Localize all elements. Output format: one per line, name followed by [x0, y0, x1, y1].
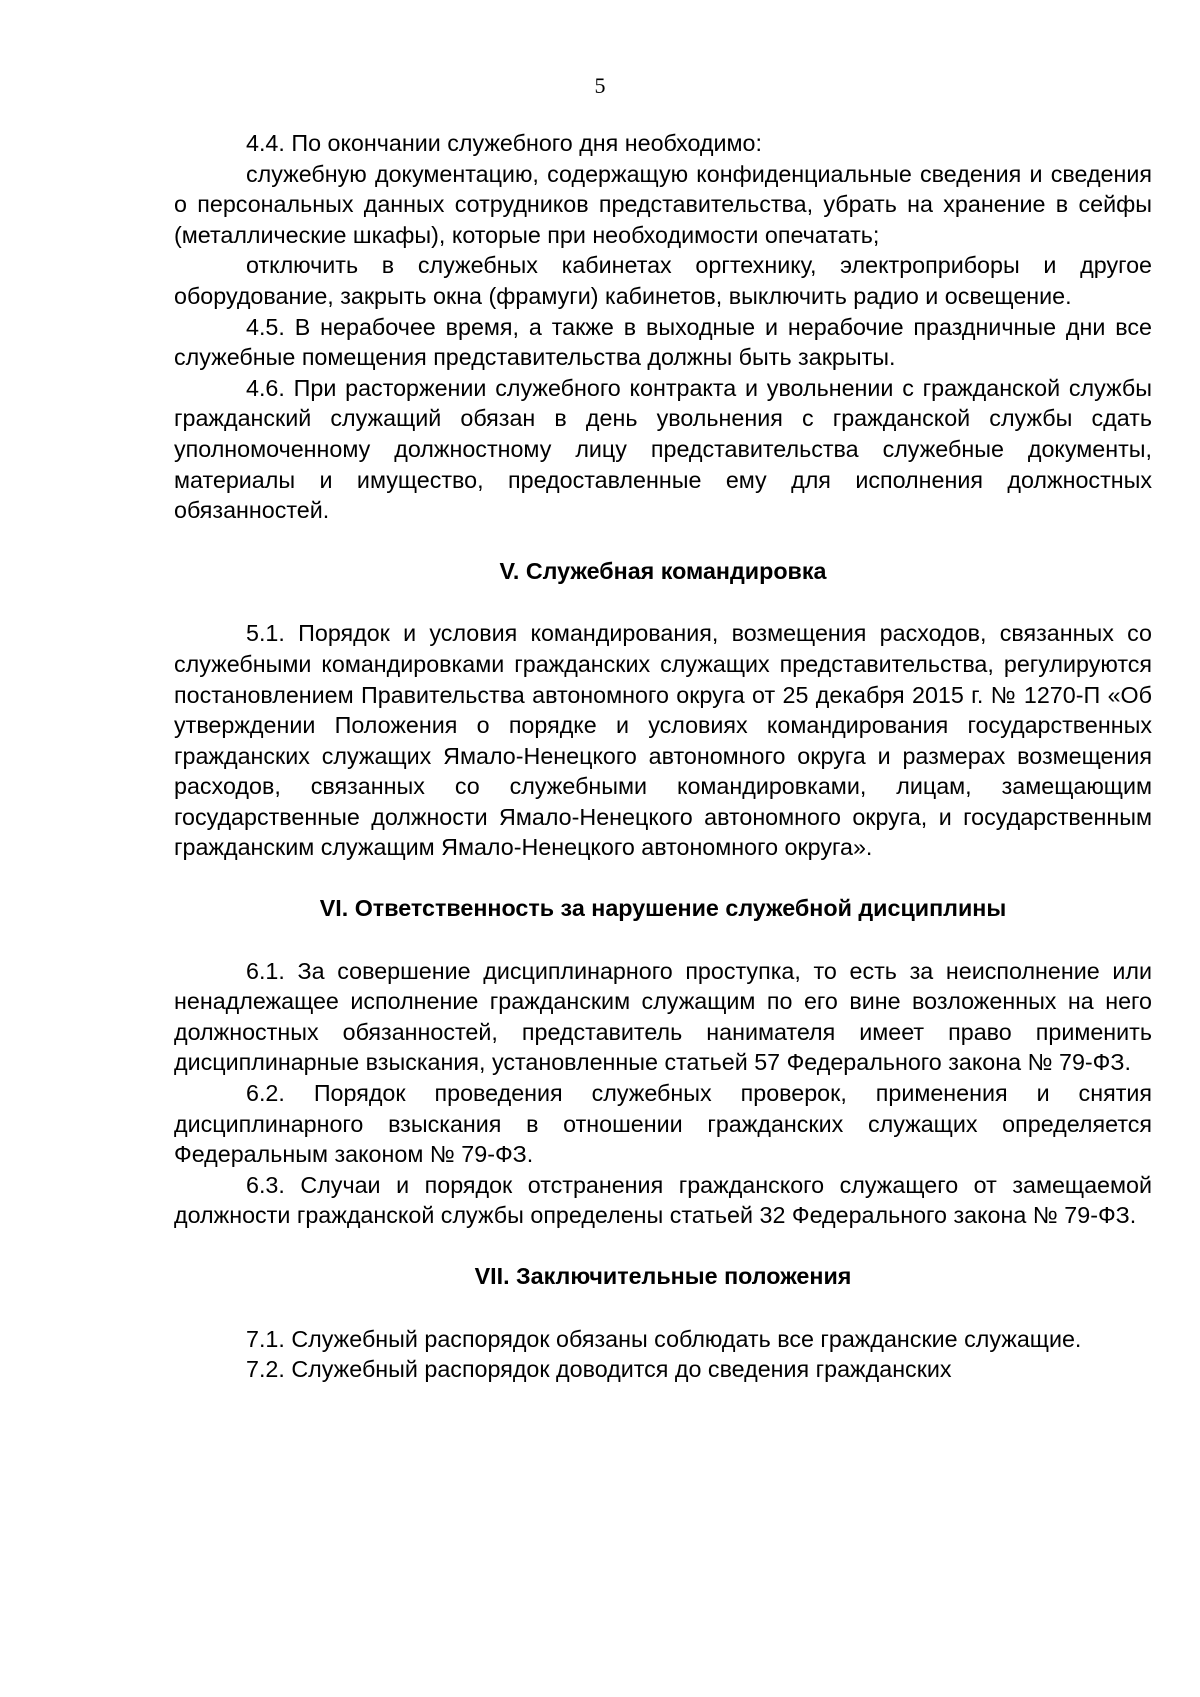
- paragraph-4-4-documents: служебную документацию, содержащую конфиденциальные сведения и сведения о персональных данных сотрудников представительства, убрать на хранение в сейфы (металлические шкафы), которые при необходимости опечатать;: [174, 160, 1152, 248]
- section-heading-7: VII. Заключительные положения: [474, 1263, 852, 1289]
- paragraph-4-6: 4.6. При расторжении служебного контракта и увольнении с гражданской службы гражданский служащий обязан в день увольнения с гражданской службы сдать уполномоченному должностному лицу представительства служебные документы, материалы и имущество, предоставленные ему для исполнения должностных обязанностей.: [174, 374, 1152, 524]
- paragraph-6-3: 6.3. Случаи и порядок отстранения гражданского служащего от замещаемой должности гражданской службы определены статьей 32 Федерального закона № 79-ФЗ.: [174, 1171, 1152, 1229]
- page-number: 5: [594, 73, 606, 98]
- paragraph-4-4-equipment: отключить в служебных кабинетах оргтехнику, электроприборы и другое оборудование, закрыть окна (фрамуги) кабинетов, выключить радио и освещение.: [174, 252, 1152, 309]
- section-heading-5: V. Служебная командировка: [499, 557, 827, 584]
- paragraph-7-1: 7.1. Служебный распорядок обязаны соблюдать все гражданские служащие.: [246, 1325, 1082, 1352]
- paragraph-7-2: 7.2. Служебный распорядок доводится до сведения гражданских: [246, 1356, 952, 1383]
- paragraph-4-5: 4.5. В нерабочее время, а также в выходные и нерабочие праздничные дни все служебные помещения представительства должны быть закрыты.: [174, 313, 1152, 371]
- paragraph-5-1: 5.1. Порядок и условия командирования, возмещения расходов, связанных со служебными командировками гражданских служащих представительства, регулируются постановлением Правительства автономного округа от 25 декабря 2015 г. № 1270-П «Об утверждении Положения о порядке и условиях командирования государственных гражданских служащих Ямало-Ненецкого автономного округа и размерах возмещения расходов, связанных со служебными командировками, лицам, замещающим государственные должности Ямало-Ненецкого автономного округа, и государственным гражданским служащим Ямало-Ненецкого автономного округа».: [174, 620, 1152, 861]
- paragraph-6-2: 6.2. Порядок проведения служебных проверок, применения и снятия дисциплинарного взыскания в отношении гражданских служащих определяется Федеральным законом № 79-ФЗ.: [174, 1080, 1152, 1168]
- document-body: [174, 128, 1152, 1385]
- section-heading-6: VI. Ответственность за нарушение служебной дисциплины: [319, 895, 1007, 922]
- paragraph-4-4: 4.4. По окончании служебного дня необходимо:: [246, 130, 762, 156]
- paragraph-6-1: 6.1. За совершение дисциплинарного проступка, то есть за неисполнение или ненадлежащее исполнение гражданским служащим по его вине возложенных на него должностных обязанностей, представитель нанимателя имеет право применить дисциплинарные взыскания, установленные статьей 57 Федерального закона № 79-ФЗ.: [174, 957, 1152, 1076]
